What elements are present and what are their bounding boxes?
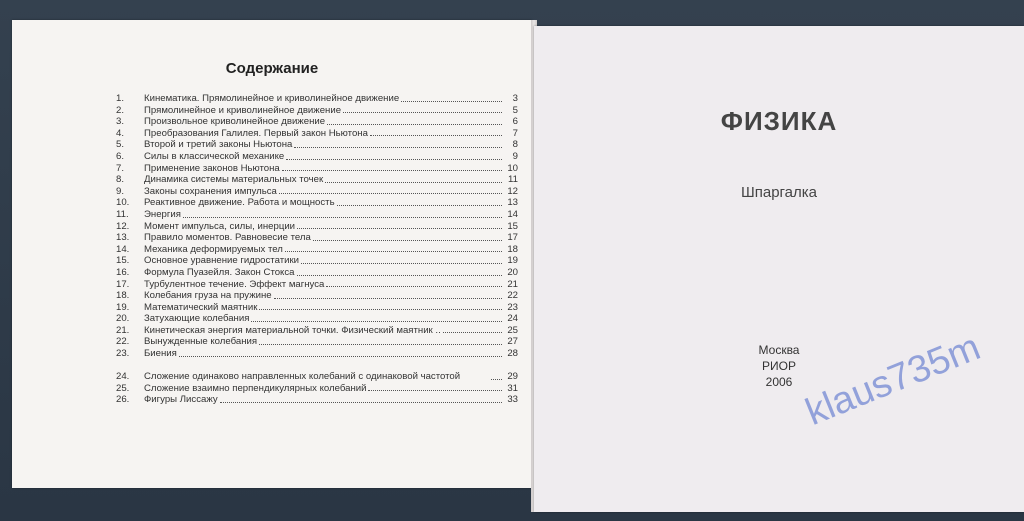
toc-item-page: 21	[507, 278, 518, 290]
toc-item-page: 19	[507, 255, 518, 267]
toc-heading: Содержание	[225, 60, 319, 77]
book-subtitle: Шпаргалка	[740, 184, 818, 201]
toc-item-number: 26.	[116, 394, 130, 406]
toc-item	[116, 394, 518, 406]
toc-item	[116, 209, 518, 221]
toc-item-leader	[285, 251, 502, 252]
toc-item-title: Силы в классической механике	[144, 150, 285, 162]
toc-item-number: 6.	[116, 150, 125, 162]
toc-item-page: 8	[512, 139, 518, 151]
toc-item-number: 24.	[116, 371, 130, 383]
toc-item-leader	[368, 390, 502, 391]
toc-item-number: 9.	[116, 185, 125, 197]
toc-item-leader	[220, 402, 502, 403]
toc-item-title: Формула Пуазейля. Закон Стокса	[144, 266, 295, 278]
imprint-publisher: РИОР	[762, 359, 796, 373]
toc-item-leader	[327, 124, 502, 125]
toc-item-page: 13	[507, 197, 518, 209]
toc-item-number: 10.	[116, 197, 130, 209]
toc-item-leader	[286, 159, 502, 160]
toc-item	[116, 174, 518, 186]
toc-item-title: Затухающие колебания	[144, 313, 250, 325]
toc-item-page: 7	[512, 127, 518, 139]
toc-item-title: Фигуры Лиссажу	[144, 394, 218, 406]
toc-item-number: 2.	[116, 104, 125, 116]
toc-item-title: Применение законов Ньютона	[144, 162, 280, 174]
toc-item-number: 7.	[116, 162, 125, 174]
toc-item	[116, 151, 518, 163]
toc-item-title: Второй и третий законы Ньютона	[144, 139, 293, 151]
toc-item-number: 20.	[116, 313, 130, 325]
toc-item-leader	[294, 147, 502, 148]
toc-item	[116, 302, 518, 314]
toc-item-title: Вынужденные колебания	[144, 336, 258, 348]
toc-item-leader	[282, 170, 502, 171]
toc-item-number: 4.	[116, 127, 125, 139]
toc-item-title: Реактивное движение. Работа и мощность	[144, 197, 335, 209]
toc-item-page: 22	[507, 290, 518, 302]
toc-item-page: 33	[507, 394, 518, 406]
toc-list	[116, 93, 518, 406]
watermark-text: klaus735m	[800, 326, 987, 434]
toc-item-leader	[343, 112, 502, 113]
toc-item	[116, 105, 518, 117]
toc-item-number: 1.	[116, 93, 125, 104]
toc-item-title: Прямолинейное и криволинейное движение	[144, 104, 342, 116]
toc-item-leader	[179, 356, 502, 357]
toc-item-page: 27	[507, 336, 518, 348]
toc-item-page: 23	[507, 301, 518, 313]
toc-item-page: 29	[507, 371, 518, 383]
toc-item-page: 20	[507, 266, 518, 278]
toc-item-page: 12	[507, 185, 518, 197]
toc-item	[116, 116, 518, 128]
toc-item	[116, 221, 518, 233]
toc-item	[116, 93, 518, 105]
toc-item-page: 18	[507, 243, 518, 255]
toc-item-title: Кинетическая энергия материальной точки. Физический маятник ..	[144, 324, 441, 336]
toc-item-number: 8.	[116, 174, 125, 186]
toc-item	[116, 290, 518, 302]
toc-item-number: 12.	[116, 220, 130, 232]
toc-item-leader	[183, 217, 502, 218]
toc-item-title: Преобразования Галилея. Первый закон Ньютона	[144, 127, 368, 139]
toc-item-number: 19.	[116, 301, 130, 313]
toc-item	[116, 336, 518, 348]
toc-item-leader	[301, 263, 502, 264]
toc-item	[116, 139, 518, 151]
toc-item-number: 3.	[116, 116, 125, 128]
toc-item-number: 14.	[116, 243, 130, 255]
toc-item-number: 23.	[116, 348, 130, 360]
toc-item-leader	[491, 379, 502, 380]
toc-item-leader	[279, 193, 502, 194]
toc-item-number: 13.	[116, 232, 130, 244]
toc-item-leader	[325, 182, 502, 183]
toc-item-number: 17.	[116, 278, 130, 290]
toc-item-page: 3	[512, 93, 518, 104]
toc-item-number: 25.	[116, 382, 130, 394]
toc-item-title: Момент импульса, силы, инерции	[144, 220, 296, 232]
imprint-year: 2006	[765, 375, 793, 389]
toc-item-leader	[443, 332, 502, 333]
toc-item-page: 6	[512, 116, 518, 128]
toc-item-page: 9	[512, 150, 518, 162]
contents-page	[12, 20, 532, 488]
toc-item-page: 11	[508, 174, 518, 186]
toc-item-leader	[370, 135, 502, 136]
toc-item	[116, 360, 518, 383]
toc-item-page: 25	[507, 324, 518, 336]
toc-item-title: Биения	[144, 348, 177, 360]
toc-item-number: 16.	[116, 266, 130, 278]
toc-item-number: 11.	[116, 208, 129, 220]
toc-item-leader	[326, 286, 502, 287]
toc-item	[116, 267, 518, 279]
toc-item-page: 31	[507, 382, 518, 394]
toc-item-title: Энергия	[144, 208, 181, 220]
toc-item-leader	[313, 240, 502, 241]
toc-item	[116, 128, 518, 140]
toc-item-page: 15	[507, 220, 518, 232]
toc-item-title: Сложение взаимно перпендикулярных колебаний	[144, 382, 367, 394]
toc-item	[116, 279, 518, 291]
toc-item	[116, 232, 518, 244]
toc-item-leader	[401, 101, 502, 102]
toc-item-number: 22.	[116, 336, 130, 348]
title-page	[534, 26, 1024, 512]
toc-item-page: 28	[507, 348, 518, 360]
toc-item-page: 14	[507, 208, 518, 220]
toc-item-leader	[274, 298, 502, 299]
toc-item-title: Произвольное криволинейное движение	[144, 116, 326, 128]
toc-item-number: 15.	[116, 255, 130, 267]
toc-item	[116, 186, 518, 198]
toc-item-title: Законы сохранения импульса	[144, 185, 277, 197]
toc-item-title: Колебания груза на пружине	[144, 290, 272, 302]
toc-item-title: Правило моментов. Равновесие тела	[144, 232, 311, 244]
toc-item-page: 10	[507, 162, 518, 174]
toc-item-page: 5	[512, 104, 518, 116]
toc-item	[116, 197, 518, 209]
toc-item	[116, 383, 518, 395]
toc-item-number: 18.	[116, 290, 130, 302]
toc-item	[116, 255, 518, 267]
toc-item-title: Турбулентное течение. Эффект магнуса	[144, 278, 325, 290]
toc-item-leader	[259, 344, 502, 345]
toc-item	[116, 348, 518, 360]
book-title: ФИЗИКА	[720, 106, 838, 136]
toc-item-title: Сложение одинаково направленных колебаний с одинаковой частотой	[144, 371, 461, 383]
toc-item	[116, 244, 518, 256]
toc-item	[116, 313, 518, 325]
toc-item-leader	[337, 205, 502, 206]
toc-item-page: 17	[507, 232, 518, 244]
toc-item-title: Динамика системы материальных точек	[144, 174, 324, 186]
toc-item-title: Кинематика. Прямолинейное и криволинейное движение	[144, 93, 400, 104]
toc-item-number: 21.	[116, 324, 130, 336]
toc-item-title: Механика деформируемых тел	[144, 243, 283, 255]
toc-item	[116, 163, 518, 175]
toc-item-page: 24	[507, 313, 518, 325]
toc-item-leader	[251, 321, 502, 322]
toc-item-leader	[297, 228, 502, 229]
toc-item	[116, 325, 518, 337]
toc-item-title: Основное уравнение гидростатики	[144, 255, 300, 267]
toc-item-leader	[297, 275, 503, 276]
toc-item-title: Математический маятник	[144, 301, 258, 313]
toc-item-number: 5.	[116, 139, 125, 151]
toc-item-leader	[259, 309, 502, 310]
imprint-city: Москва	[758, 343, 800, 357]
